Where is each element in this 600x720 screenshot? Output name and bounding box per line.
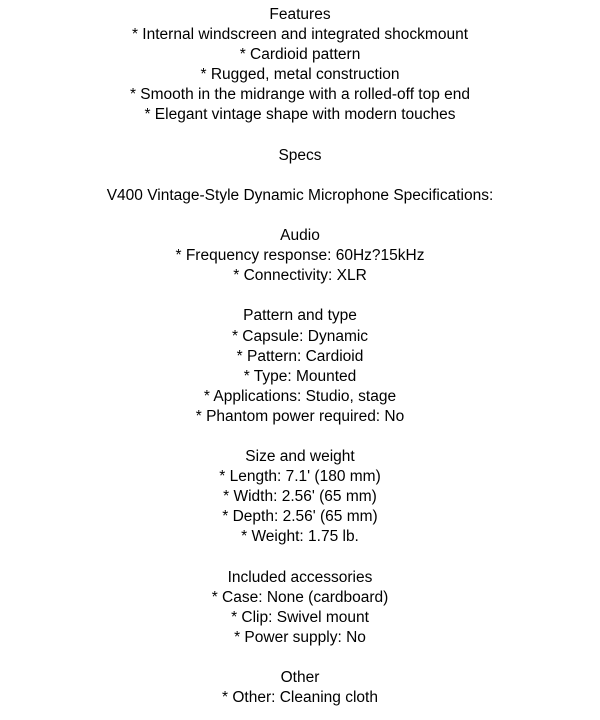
spacer [0,286,600,306]
accessories-item: * Case: None (cardboard) [211,588,389,606]
audio-item: * Frequency response: 60Hz?15kHz [175,247,425,265]
features-heading: Features [269,6,331,23]
pattern-type-item: * Pattern: Cardioid [236,347,364,365]
audio-item: * Connectivity: XLR [233,267,367,285]
spacer [0,548,600,568]
product-spec-document [0,5,600,708]
pattern-type-heading: Pattern and type [243,307,357,325]
feature-item: * Internal windscreen and integrated shockmount [131,26,469,44]
feature-item: * Rugged, metal construction [200,66,400,84]
other-item: * Other: Cleaning cloth [222,689,378,707]
spacer [0,166,600,186]
size-weight-item: * Weight: 1.75 lb. [241,528,359,546]
accessories-item: * Clip: Swivel mount [231,608,369,626]
size-weight-item: * Depth: 2.56' (65 mm) [222,508,378,526]
accessories-heading: Included accessories [227,568,373,586]
specs-heading: Specs [278,146,322,164]
size-weight-heading: Size and weight [245,448,355,466]
spacer [0,126,600,146]
pattern-type-item: * Capsule: Dynamic [231,327,369,345]
feature-item: * Cardioid pattern [239,46,361,64]
audio-heading: Audio [280,227,320,245]
accessories-item: * Power supply: No [234,628,366,646]
spacer [0,648,600,668]
feature-item: * Smooth in the midrange with a rolled-off top end [129,86,471,104]
feature-item: * Elegant vintage shape with modern touches [144,106,456,124]
pattern-type-item: * Phantom power required: No [195,407,405,425]
other-heading: Other [280,669,320,687]
spacer [0,206,600,226]
spacer [0,427,600,447]
pattern-type-item: * Applications: Studio, stage [203,387,397,405]
specs-title: V400 Vintage-Style Dynamic Microphone Specifications: [106,186,494,204]
size-weight-item: * Width: 2.56' (65 mm) [223,488,377,506]
pattern-type-item: * Type: Mounted [243,367,357,385]
size-weight-item: * Length: 7.1' (180 mm) [219,468,381,486]
